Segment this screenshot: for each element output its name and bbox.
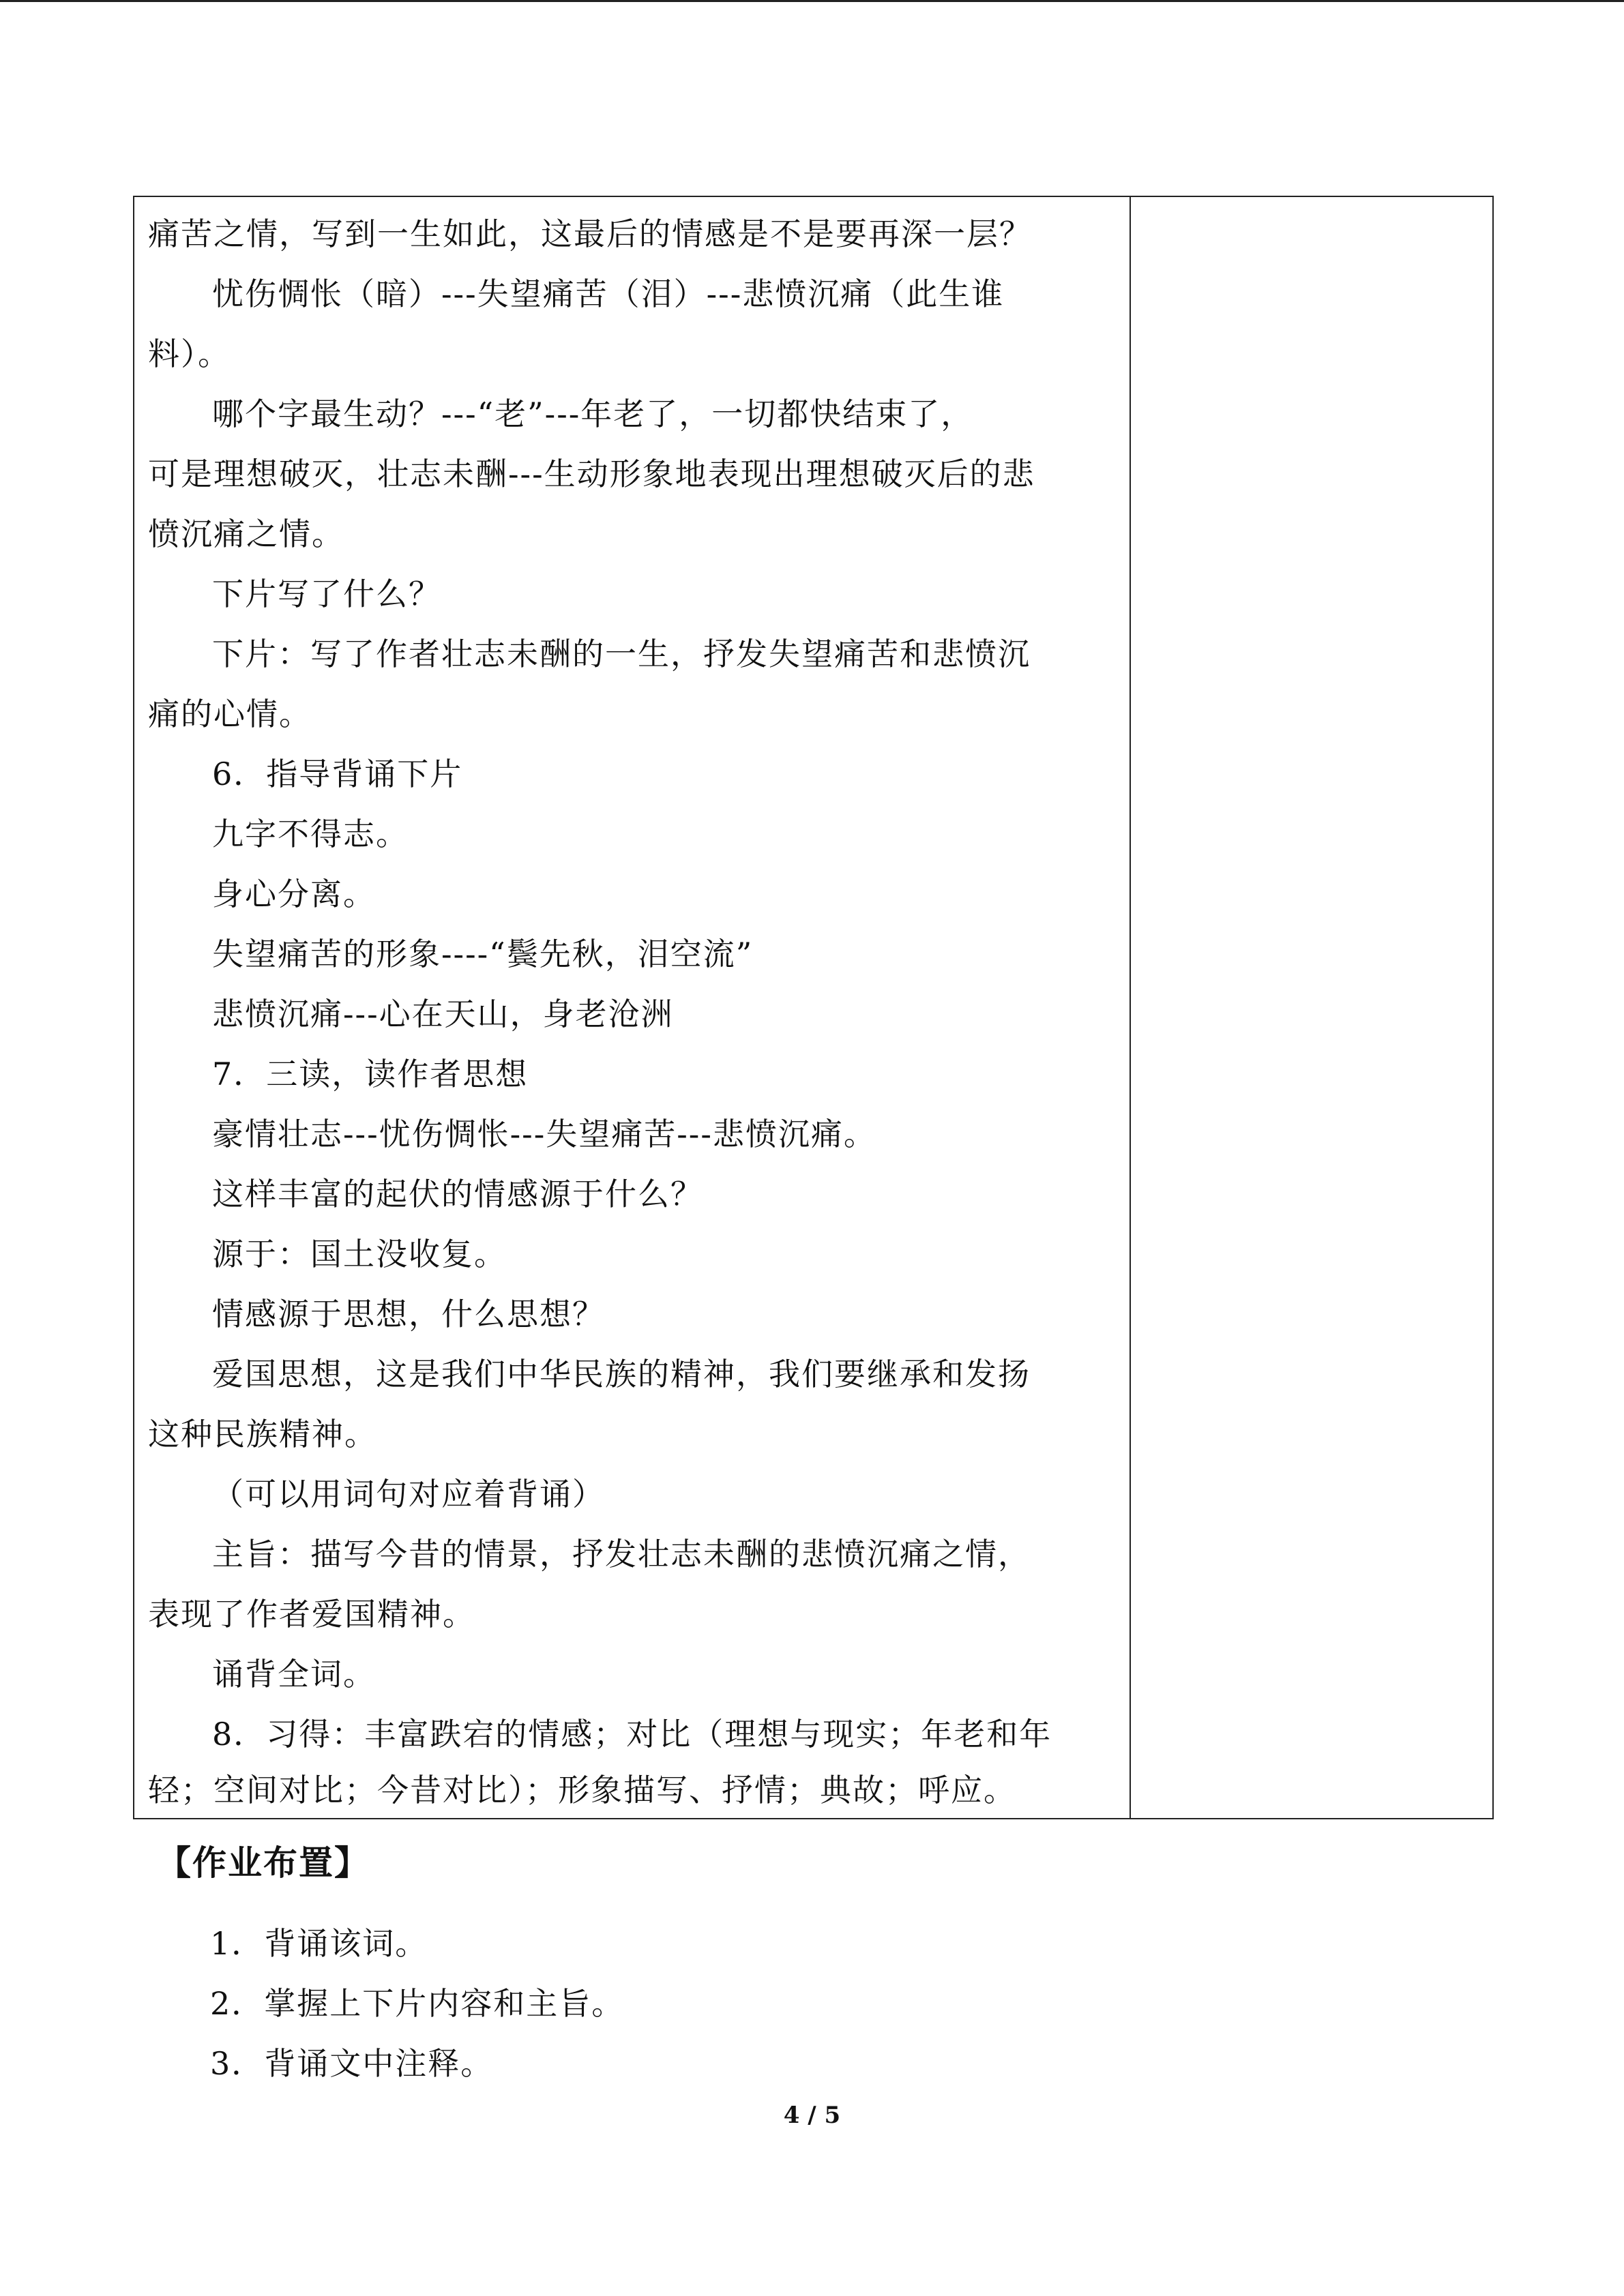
content-line: （可以用词句对应着背诵） — [212, 1476, 605, 1512]
content-line: 源于：国土没收复。 — [212, 1236, 507, 1272]
content-line: 九字不得志。 — [212, 816, 409, 852]
content-line: 8．习得：丰富跌宕的情感；对比（理想与现实；年老和年 — [212, 1716, 1052, 1753]
content-line: 悲愤沉痛---心在天山，身老沧洲 — [212, 996, 674, 1032]
page-number: 4 / 5 — [783, 2102, 841, 2129]
content-line: 哪个字最生动？---“老”---年老了，一切都快结束了， — [212, 396, 974, 432]
content-line: 下片：写了作者壮志未酬的一生，抒发失望痛苦和悲愤沉 — [212, 636, 1031, 672]
content-line: 爱国思想，这是我们中华民族的精神，我们要继承和发扬 — [212, 1356, 1031, 1392]
content-line: 身心分离。 — [212, 876, 376, 912]
page-top-rule — [0, 0, 1624, 2]
content-line: 愤沉痛之情。 — [148, 516, 344, 552]
content-line: 可是理想破灭，壮志未酬---生动形象地表现出理想破灭后的悲 — [148, 456, 1035, 492]
content-line: 情感源于思想，什么思想？ — [212, 1296, 605, 1332]
content-line: 7．三读，读作者思想 — [212, 1056, 529, 1092]
content-line: 失望痛苦的形象----“鬓先秋，泪空流” — [212, 936, 754, 972]
content-line: 料）。 — [148, 336, 231, 372]
homework-item: 1．背诵该词。 — [210, 1925, 428, 1962]
lesson-table — [133, 196, 1494, 1819]
content-line: 表现了作者爱国精神。 — [148, 1596, 475, 1632]
content-line: 豪情壮志---忧伤惆怅---失望痛苦---悲愤沉痛。 — [212, 1116, 876, 1152]
content-line: 痛的心情。 — [148, 696, 312, 732]
content-line: 主旨：描写今昔的情景，抒发壮志未酬的悲愤沉痛之情， — [212, 1536, 1031, 1572]
homework-item: 2．掌握上下片内容和主旨。 — [210, 1985, 625, 2022]
homework-heading: 【作业布置】 — [157, 1843, 370, 1883]
content-line: 这种民族精神。 — [148, 1416, 377, 1452]
notes-column — [1131, 197, 1492, 1818]
content-line: 痛苦之情，写到一生如此，这最后的情感是不是要再深一层？ — [148, 215, 1032, 252]
homework-item: 3．背诵文中注释。 — [210, 2045, 494, 2082]
content-line: 6．指导背诵下片 — [212, 756, 463, 792]
content-line: 这样丰富的起伏的情感源于什么？ — [212, 1176, 703, 1212]
content-line: 轻；空间对比；今昔对比）；形象描写、抒情；典故；呼应。 — [148, 1772, 1016, 1808]
content-line: 忧伤惆怅（暗）---失望痛苦（泪）---悲愤沉痛（此生谁 — [212, 275, 1005, 312]
content-line: 诵背全词。 — [212, 1656, 376, 1693]
content-line: 下片写了什么？ — [212, 576, 441, 612]
